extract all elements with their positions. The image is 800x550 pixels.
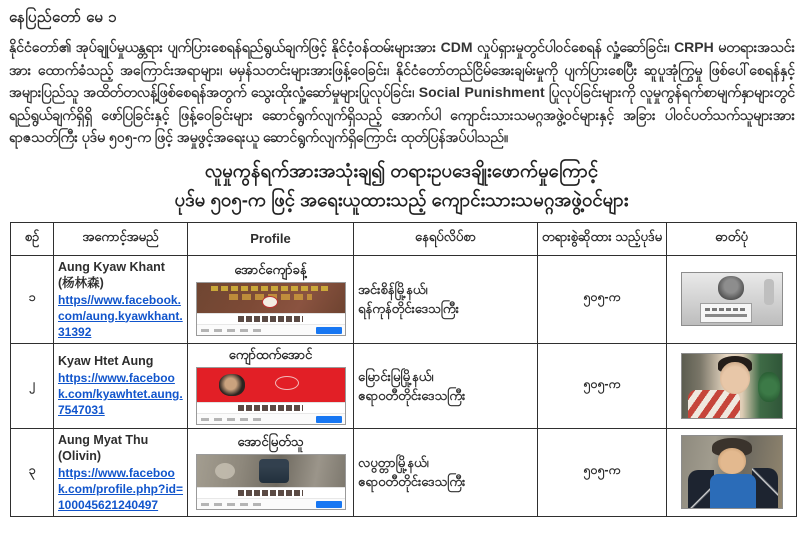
facebook-profile-screenshot bbox=[196, 282, 346, 336]
profile-cover-image bbox=[197, 283, 345, 313]
nav-links-decoration bbox=[201, 329, 261, 332]
profile-nav-bar bbox=[197, 324, 345, 335]
address-line: အင်းစိန်မြို့နယ်၊ bbox=[358, 282, 428, 297]
account-name: Aung Kyaw Khant (杨林森) bbox=[58, 259, 165, 290]
nav-links-decoration bbox=[201, 503, 261, 506]
col-header-photo: ဓာတ်ပုံ bbox=[667, 222, 797, 255]
address-line: ရန်ကုန်တိုင်းဒေသကြီး bbox=[358, 301, 459, 316]
profile-name-bar bbox=[197, 487, 345, 498]
person-photo bbox=[681, 272, 783, 326]
document-title bbox=[9, 156, 794, 214]
address-cell bbox=[354, 255, 538, 343]
cover-ring-decoration bbox=[275, 376, 299, 390]
photo-head-shape bbox=[718, 276, 744, 300]
facebook-profile-link[interactable]: https//www.facebook.com/aung.kyawkhant.31392 bbox=[58, 292, 183, 339]
profile-burmese-name: အောင်မြတ်သူ bbox=[237, 434, 304, 449]
cover-emblem bbox=[262, 296, 278, 308]
address-cell bbox=[354, 428, 538, 516]
photo-head-shape bbox=[720, 362, 750, 394]
account-name: Aung Myat Thu (Olivin) bbox=[58, 432, 149, 463]
accused-members-table bbox=[10, 222, 797, 517]
follow-button bbox=[316, 327, 342, 334]
facebook-profile-screenshot bbox=[196, 367, 346, 425]
address-line: ဧရာဝတီတိုင်းဒေသကြီး bbox=[358, 474, 466, 489]
profile-name-text-decoration bbox=[238, 316, 303, 322]
facebook-profile-screenshot bbox=[196, 454, 346, 510]
account-name: Kyaw Htet Aung bbox=[58, 354, 154, 368]
nav-links-decoration bbox=[201, 418, 261, 421]
photo-head-shape bbox=[718, 448, 746, 474]
title-line-1: လူမှုကွန်ရက်အားအသုံးချ၍ တရားဥပဒေချိုးဖောက်မှုကြောင့် bbox=[204, 159, 599, 181]
profile-burmese-name: အောင်ကျော်ခန့် bbox=[234, 262, 307, 277]
photo-cell bbox=[667, 343, 797, 428]
facebook-profile-link[interactable]: https://www.facebook.com/profile.php?id=100045621240497 bbox=[58, 465, 184, 512]
facebook-profile-link[interactable]: https://www.facebook.com/kyawhtet.aung.7547031 bbox=[58, 371, 183, 417]
person-photo bbox=[681, 435, 783, 509]
profile-cover-image bbox=[197, 368, 345, 402]
photo-foliage-shape bbox=[758, 372, 780, 402]
cover-figure-shape bbox=[259, 459, 289, 483]
table-row bbox=[11, 343, 797, 428]
photo-protest-sign bbox=[700, 303, 752, 323]
sign-text-decoration bbox=[705, 308, 747, 311]
profile-nav-bar bbox=[197, 498, 345, 509]
charged-section: ၅၀၅-က bbox=[538, 255, 667, 343]
photo-arm-shape bbox=[764, 279, 774, 305]
col-header-address: နေရပ်လိပ်စာ bbox=[354, 222, 538, 255]
table-row bbox=[11, 255, 797, 343]
row-serial-number: ၂ bbox=[11, 343, 54, 428]
profile-name-text-decoration bbox=[238, 405, 303, 411]
row-serial-number: ၃ bbox=[11, 428, 54, 516]
col-header-account-name: အကောင့်အမည် bbox=[54, 222, 188, 255]
profile-cover-image bbox=[197, 455, 345, 487]
col-header-serial: စဉ် bbox=[11, 222, 54, 255]
table-row bbox=[11, 428, 797, 516]
col-header-profile: Profile bbox=[188, 222, 354, 255]
cover-face-shape bbox=[219, 374, 245, 396]
charged-section: ၅၀၅-က bbox=[538, 428, 667, 516]
photo-cell bbox=[667, 255, 797, 343]
profile-nav-bar bbox=[197, 413, 345, 424]
follow-button bbox=[316, 416, 342, 423]
dateline: နေပြည်တော် မေ ၁ bbox=[9, 9, 117, 26]
cover-text-decoration bbox=[211, 286, 329, 291]
col-header-section-charged: တရားစွဲဆိုထား သည့်ပုဒ်မ bbox=[538, 222, 667, 255]
person-photo bbox=[681, 353, 783, 419]
charged-section: ၅၀၅-က bbox=[538, 343, 667, 428]
row-serial-number: ၁ bbox=[11, 255, 54, 343]
photo-cell bbox=[667, 428, 797, 516]
cover-background-shape bbox=[215, 463, 235, 479]
photo-striped-shirt-shape bbox=[688, 390, 740, 419]
title-line-2: ပုဒ်မ ၅၀၅-က ဖြင့် အရေးယူထားသည့် ကျောင်းသားသမဂ္ဂအဖွဲ့ဝင်များ bbox=[174, 188, 629, 210]
profile-name-bar bbox=[197, 313, 345, 324]
table-header-row bbox=[11, 222, 797, 255]
intro-paragraph: နိုင်ငံတော်၏ အုပ်ချုပ်မှုယန္တရား ပျက်ပြားစေရန်ရည်ရွယ်ချက်ဖြင့် နိုင်ငံ့ဝန်ထမ်းများအား CDM လှုပ်ရှားမှုတွင်ပါဝင်စေရန် လှုံ့ဆော်ခြင်း၊ CRPH မတရားအသင်းအား ထောက်ခံသည့် အကြောင်းအရာများ၊ မမှန်သတင်းများအားဖြန့်ဝေခြင်း၊ နိုင်ငံတော်တည်ငြိမ်အေးချမ်းမှုကို ပျက်ပြားစေပြီး ဆူပူအုံကြွမှု ဖြစ်ပေါ်စေရန်နှင့် အများပြည်သူ အထိတ်တလန့်ဖြစ်စေရန်အတွက် သွေးထိုးလှုံ့ဆော်မှုများပြုလုပ်ခြင်း၊ Social Punishment ပြုလုပ်ခြင်းများကို လူမှုကွန်ရက်စာမျက်နှာများတွင် ရည်ရွယ်ချက်ရှိရှိ ဖော်ပြခြင်းနှင့် ဖြန့်ဝေခြင်းများ ဆောင်ရွက်လျက်ရှိသည့် အောက်ပါ ကျောင်းသားသမဂ္ဂအဖွဲ့ဝင်များနှင့် အခြား ပါဝင်ပတ်သက်သူများအား ရာဇသတ်ကြီး ပုဒ်မ ၅၀၅-က ဖြင့် အမှုဖွင့်အရေးယူ ဆောင်ရွက်လျက်ရှိကြောင်း ထုတ်ပြန်အပ်ပါသည်။ bbox=[9, 39, 795, 145]
address-line: မြောင်းမြမြို့နယ်၊ bbox=[358, 368, 434, 384]
photo-blue-shirt-shape bbox=[710, 474, 756, 509]
profile-name-bar bbox=[197, 402, 345, 413]
address-line: လပွတ္တာမြို့နယ်၊ bbox=[358, 455, 429, 470]
address-line: ဧရာဝတီတိုင်းဒေသကြီး bbox=[358, 387, 466, 403]
profile-name-text-decoration bbox=[238, 490, 303, 496]
profile-burmese-name: ကျော်ထက်အောင် bbox=[228, 346, 313, 362]
follow-button bbox=[316, 501, 342, 508]
address-cell bbox=[354, 343, 538, 428]
